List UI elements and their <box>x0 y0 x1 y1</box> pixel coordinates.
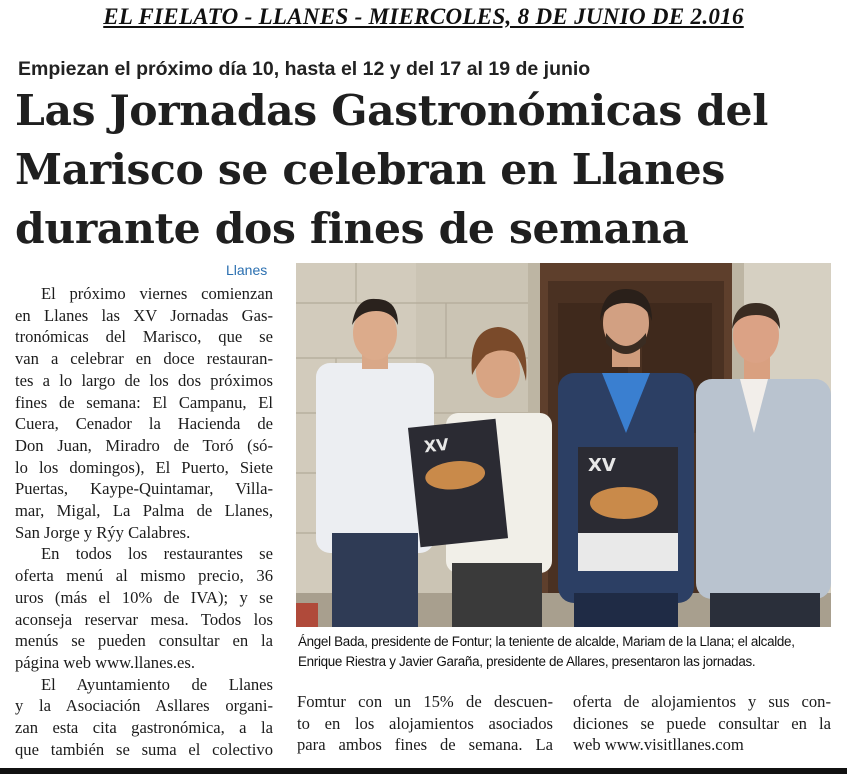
headline-line: durante dos fines de semana <box>15 204 689 254</box>
body-line: El Ayuntamiento de Llanes <box>41 674 273 694</box>
caption-line: Ángel Bada, presidente de Fontur; la teniente de alcalde, Mariam de la Llana; el alcalde, <box>298 634 795 649</box>
body-line: diciones se puede consultar en la <box>573 713 831 733</box>
body-column-3 <box>573 691 831 756</box>
body-line: Cuera, Cenador la Hacienda de <box>15 414 273 434</box>
body-line: página web www.llanes.es. <box>15 652 196 672</box>
body-line: lo los domingos), El Puerto, Siete <box>15 457 273 477</box>
article-headline <box>15 82 835 259</box>
svg-text:XV: XV <box>423 434 450 457</box>
body-line: El próximo viernes comienzan <box>41 284 273 303</box>
article-photo <box>296 263 831 627</box>
body-line: oferta menú al mismo precio, 36 <box>15 566 273 586</box>
body-line: uros (más el 10% de IVA); y se <box>15 587 273 607</box>
body-line: en Llanes las XV Jornadas Gas- <box>15 305 273 325</box>
body-line: tronómicas del Marisco, que se <box>15 327 273 347</box>
body-line: y la Asociación Asllares organi- <box>15 696 273 716</box>
body-line: que también se suma el colectivo <box>15 739 273 759</box>
photo-caption <box>298 632 838 672</box>
body-line: mar, Migal, La Palma de Llanes, <box>15 501 273 521</box>
body-column-2 <box>297 691 553 756</box>
body-line: Fomtur con un 15% de descuen- <box>297 692 553 711</box>
caption-line: Enrique Riestra y Javier Garaña, presidente de Allares, presentaron las jornadas. <box>298 654 756 669</box>
body-line: oferta de alojamientos y sus con- <box>573 692 831 711</box>
svg-text:XV: XV <box>588 455 616 476</box>
body-line: web www.visitllanes.com <box>573 735 744 755</box>
body-line: Don Juan, Miradro de Toró (só- <box>15 435 273 455</box>
article-kicker: Empiezan el próximo día 10, hasta el 12 y del 17 al 19 de junio <box>18 58 591 80</box>
body-column-1 <box>15 283 273 760</box>
body-line: Puertas, Kaype-Quintamar, Villa- <box>15 479 273 499</box>
body-line: aconseja reservar mesa. Todos los <box>15 609 273 629</box>
body-line: to en los alojamientos asociados <box>297 713 553 733</box>
headline-line: Las Jornadas Gastronómicas del <box>15 86 768 136</box>
body-line: En todos los restaurantes se <box>41 544 273 564</box>
body-line: menús se pueden consultar en la <box>15 631 273 651</box>
bottom-rule <box>0 768 847 774</box>
body-line: van a celebrar en doce restauran- <box>15 349 273 369</box>
body-line: fines de semana: El Campanu, El <box>15 392 273 412</box>
body-line: tes a lo largo de los dos próximos <box>15 370 273 390</box>
body-line: San Jorge y Rýy Calabres. <box>15 522 191 542</box>
headline-line: Marisco se celebran en Llanes <box>15 145 725 195</box>
newspaper-header: EL FIELATO - LLANES - MIERCOLES, 8 DE JUNIO DE 2.016 <box>103 4 744 29</box>
body-line: zan esta cita gastronómica, a la <box>15 718 273 738</box>
body-line: para ambos fines de semana. La <box>297 735 553 755</box>
article-byline: Llanes <box>226 262 268 278</box>
